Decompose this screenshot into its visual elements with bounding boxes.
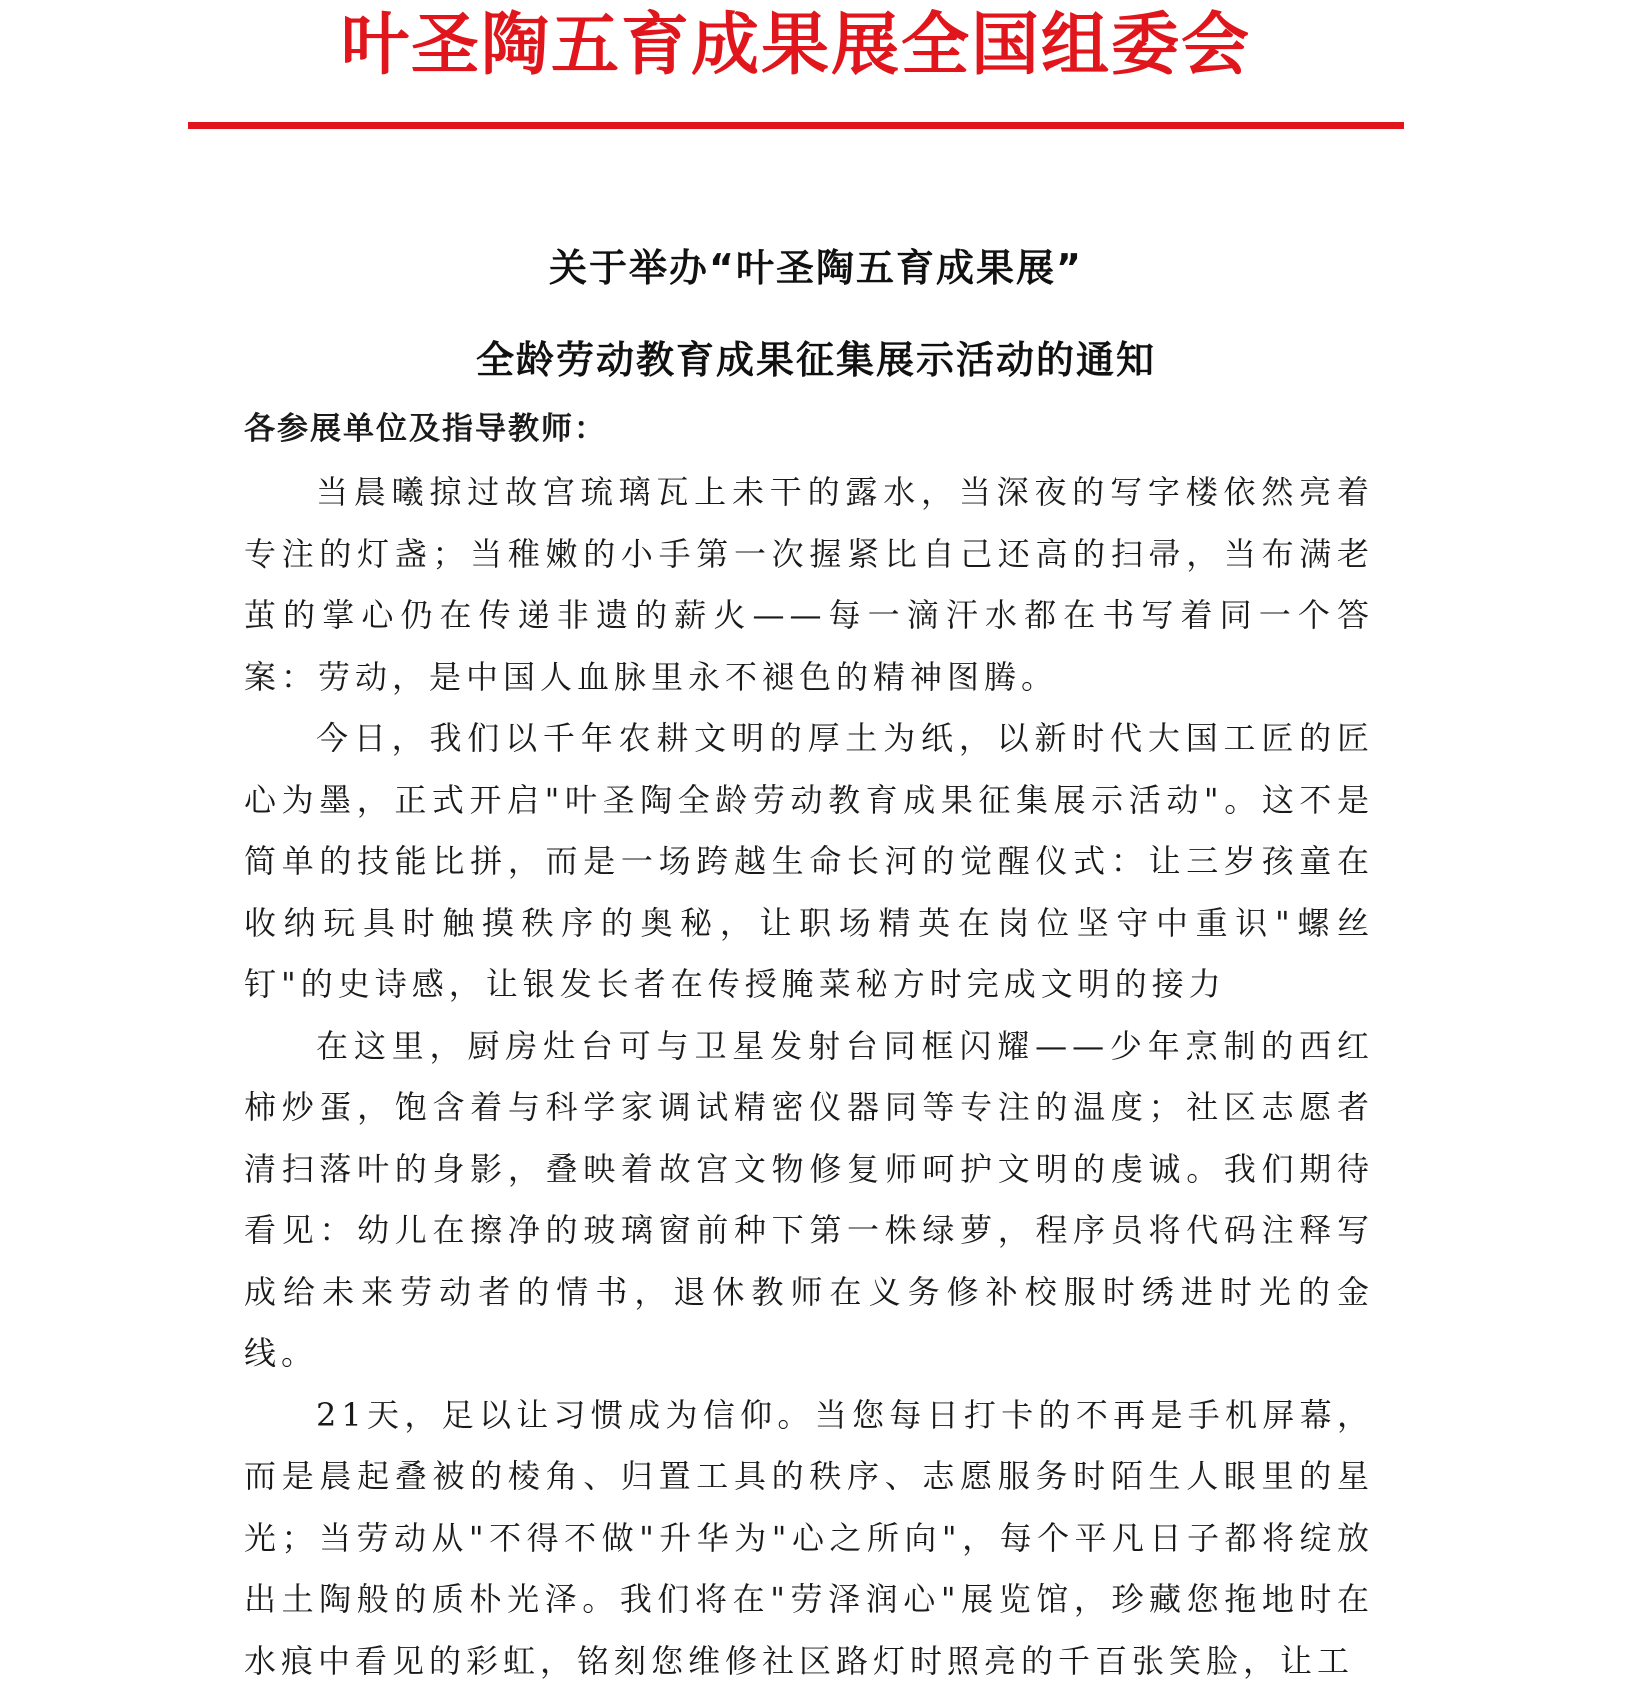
document-body [244,404,1374,1692]
body-paragraph: 当晨曦掠过故宫琉璃瓦上未干的露水，当深夜的写字楼依然亮着专注的灯盏；当稚嫩的小手第一次握紧比自己还高的扫帚，当布满老茧的掌心仍在传递非遗的薪火——每一滴汗水都在书写着同一个答案：劳动，是中国人血脉里永不褪色的精神图腾。 [244,462,1374,708]
document-title [0,222,1632,406]
body-paragraph: 今日，我们以千年农耕文明的厚土为纸，以新时代大国工匠的匠心为墨，正式开启"叶圣陶全龄劳动教育成果征集展示活动"。这不是简单的技能比拼，而是一场跨越生命长河的觉醒仪式：让三岁孩童在收纳玩具时触摸秩序的奥秘，让职场精英在岗位坚守中重识"螺丝钉"的史诗感，让银发长者在传授腌菜秘方时完成文明的接力 [244,708,1374,1016]
letterhead-red-rule [188,122,1404,129]
letterhead [188,0,1404,136]
document-title-line-2: 全龄劳动教育成果征集展示活动的通知 [0,314,1632,406]
letterhead-org-name: 叶圣陶五育成果展全国组委会 [188,2,1404,90]
body-paragraph: 在这里，厨房灶台可与卫星发射台同框闪耀——少年烹制的西红柿炒蛋，饱含着与科学家调试精密仪器同等专注的温度；社区志愿者清扫落叶的身影，叠映着故宫文物修复师呵护文明的虔诚。我们期待看见：幼儿在擦净的玻璃窗前种下第一株绿萝，程序员将代码注释写成给未来劳动者的情书，退休教师在义务修补校服时绣进时光的金线。 [244,1016,1374,1385]
salutation: 各参展单位及指导教师： [244,404,1374,454]
body-paragraph: 21天，足以让习惯成为信仰。当您每日打卡的不再是手机屏幕，而是晨起叠被的棱角、归置工具的秩序、志愿服务时陌生人眼里的星光；当劳动从"不得不做"升华为"心之所向"，每个平凡日子都将绽放出土陶般的质朴光泽。我们将在"劳泽润心"展览馆，珍藏您拖地时在水痕中看见的彩虹，铭刻您维修社区路灯时照亮的千百张笑脸，让工 [244,1385,1374,1692]
document-title-line-1: 关于举办“叶圣陶五育成果展” [0,222,1632,314]
